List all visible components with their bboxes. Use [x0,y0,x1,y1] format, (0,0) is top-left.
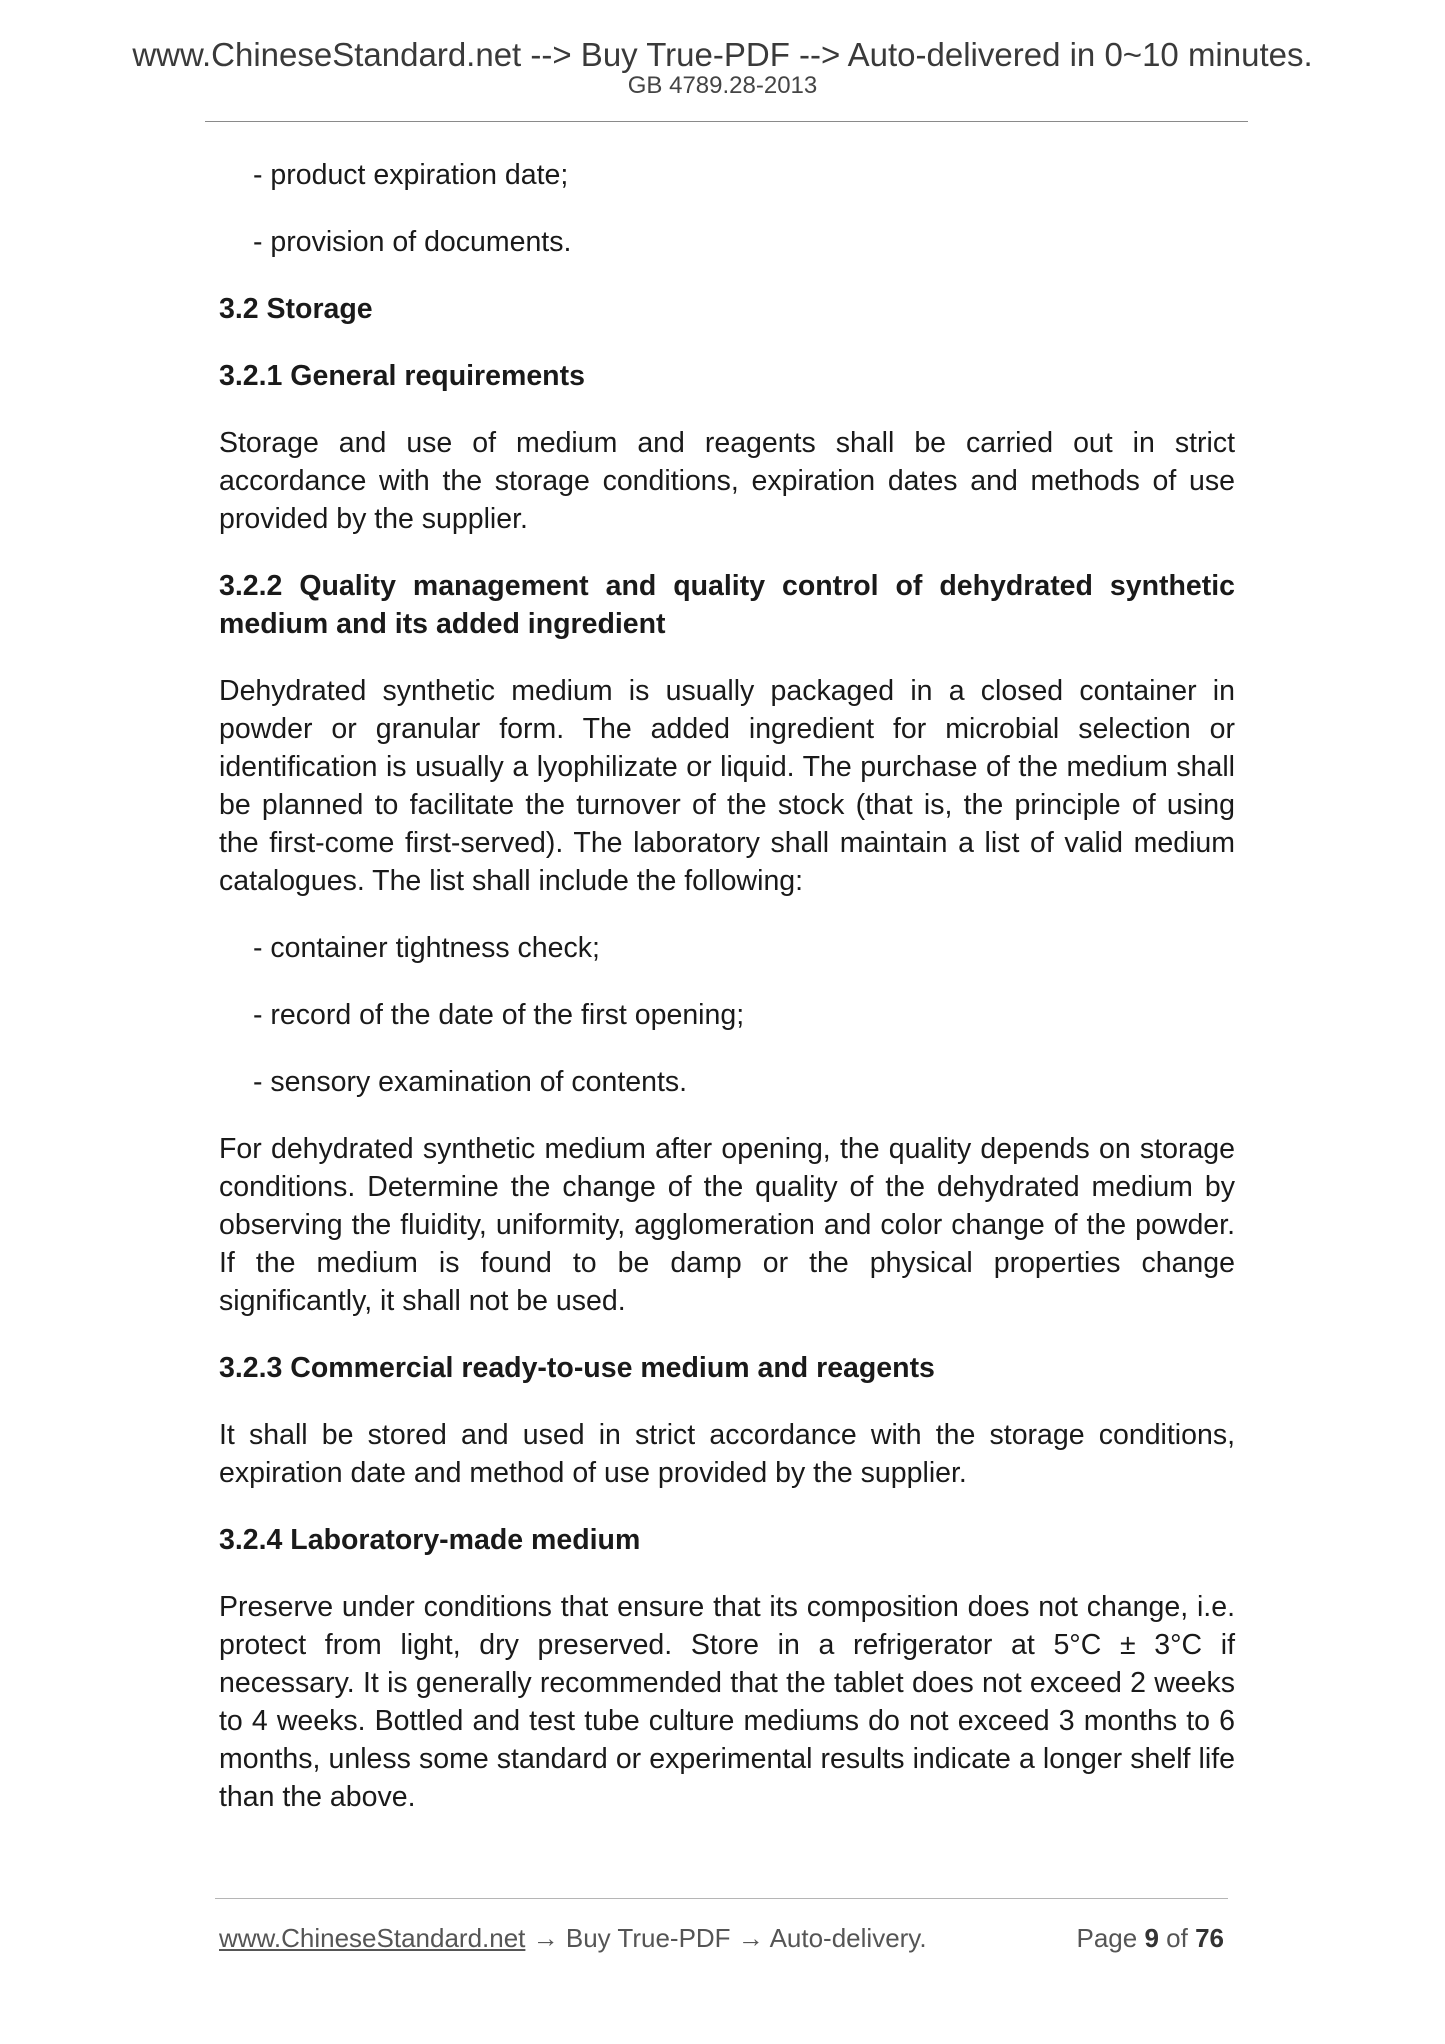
page-total: 76 [1195,1923,1224,1953]
paragraph-3-2-2: Dehydrated synthetic medium is usually packaged in a closed container in powder or granular form. The added ingredient for microbial selection or identification is usually a lyophilizate or liquid. The purchase of the medium shall be planned to facilitate the turnover of the stock (that is, the principle of using the first-come first-served). The laboratory shall maintain a list of valid medium catalogues. The list shall include the following: [219,675,1235,897]
heading-3-2-2: 3.2.2 Quality management and quality control of dehydrated synthetic medium and its added ingredient [219,570,1235,640]
heading-3-2-3: 3.2.3 Commercial ready-to-use medium and reagents [219,1352,935,1384]
bullet-sensory-examination: - sensory examination of contents. [253,1066,688,1098]
header-banner: www.ChineseStandard.net --> Buy True-PDF --> Auto-delivered in 0~10 minutes. [132,36,1313,73]
heading-3-2-1: 3.2.1 General requirements [219,360,585,392]
paragraph-3-2-4: Preserve under conditions that ensure that its composition does not change, i.e. protect from light, dry preserved. Store in a refrigerator at 5°C ± 3°C if necessary. It is generally recommended that the tablet does not exceed 2 weeks to 4 weeks. Bottled and test tube culture mediums do not exceed 3 months to 6 months, unless some standard or experimental results indicate a longer shelf life than the above. [219,1591,1235,1813]
footer-divider [215,1898,1228,1899]
paragraph-after-opening: For dehydrated synthetic medium after opening, the quality depends on storage conditions. Determine the change of the quality of the dehydrated medium by observing the fluidity, uniformity, agglomeration and color change of the powder. If the medium is found to be damp or the physical properties change significantly, it shall not be used. [219,1133,1235,1317]
standard-code: GB 4789.28-2013 [627,72,818,99]
heading-3-2-4: 3.2.4 Laboratory-made medium [219,1524,641,1556]
footer-left [219,1920,927,1956]
paragraph-3-2-3: It shall be stored and used in strict accordance with the storage conditions, expiration date and method of use provided by the supplier. [219,1419,1235,1489]
of-word: of [1166,1923,1188,1953]
footer-website-link[interactable]: www.ChineseStandard.net [219,1923,526,1953]
heading-3-2: 3.2 Storage [219,293,373,325]
page-footer [219,1920,1224,1956]
paragraph-3-2-1: Storage and use of medium and reagents shall be carried out in strict accordance with the storage conditions, expiration dates and methods of use provided by the supplier. [219,427,1235,535]
page-word: Page [1076,1923,1138,1953]
page-current: 9 [1144,1923,1159,1953]
bullet-expiration-date: - product expiration date; [253,159,569,191]
header-divider [205,121,1248,122]
bullet-container-tightness: - container tightness check; [253,932,600,964]
page-number [1076,1920,1224,1956]
bullet-first-opening: - record of the date of the first opening; [253,999,745,1031]
footer-link-suffix: → Buy True-PDF → Auto-delivery. [525,1923,927,1953]
bullet-provision-documents: - provision of documents. [253,226,572,258]
